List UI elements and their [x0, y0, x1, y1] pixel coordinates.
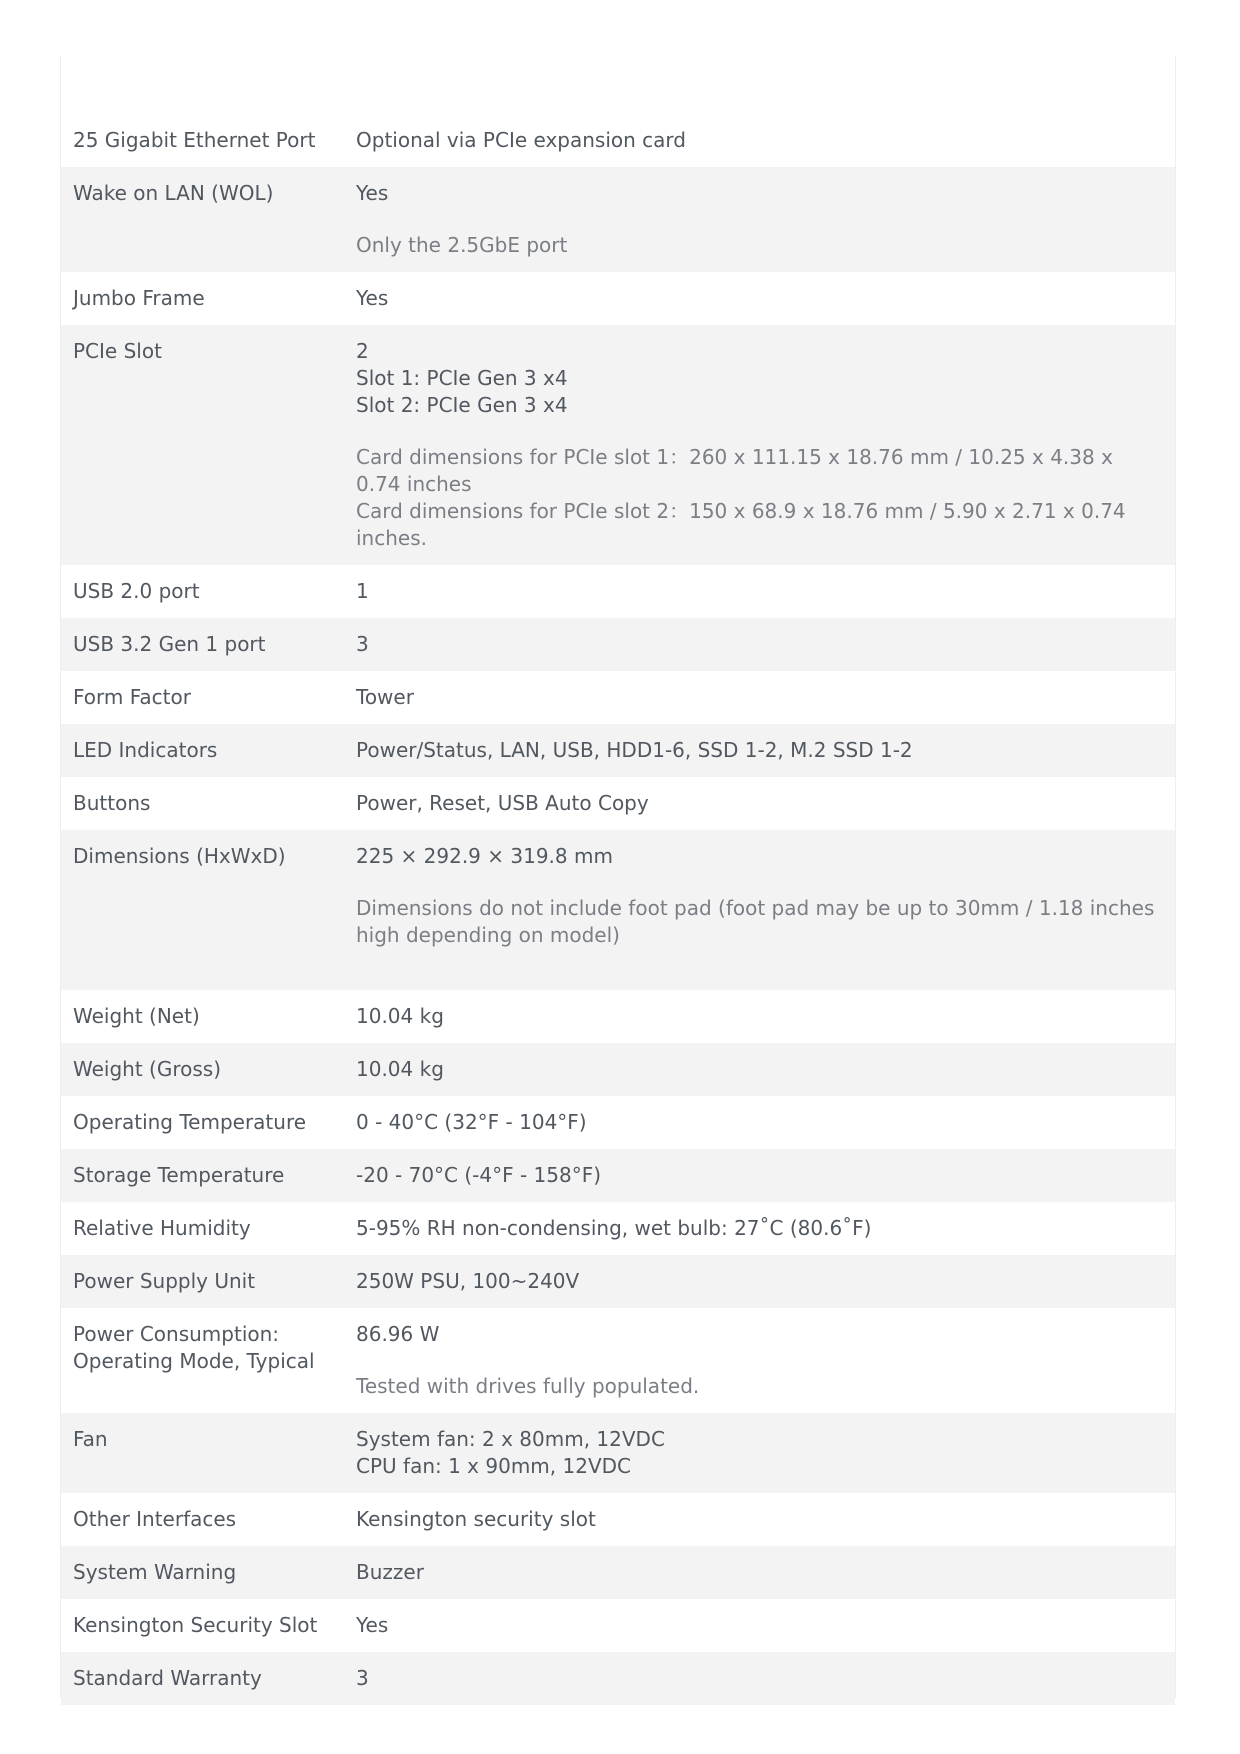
spec-row — [61, 1413, 1175, 1493]
spec-row — [61, 325, 1175, 565]
spec-label: Weight (Net) — [73, 1004, 200, 1028]
spec-value — [356, 127, 1175, 154]
spec-note-line: Card dimensions for PCIe slot 2：150 x 68.9 x 18.76 mm / 5.90 x 2.71 x 0.74 inches. — [356, 499, 1126, 550]
spec-row — [61, 167, 1175, 272]
spec-row — [61, 1149, 1175, 1202]
spec-row — [61, 1546, 1175, 1599]
spec-label: Power Supply Unit — [73, 1269, 256, 1293]
spec-value-line: Power, Reset, USB Auto Copy — [356, 791, 649, 815]
spec-note — [356, 1373, 1159, 1400]
spec-label: USB 2.0 port — [73, 579, 200, 603]
spec-row — [61, 1096, 1175, 1149]
spec-row — [61, 272, 1175, 325]
spec-label: Power Consumption: Operating Mode, Typical — [73, 1322, 315, 1373]
spec-note-line: Only the 2.5GbE port — [356, 233, 568, 257]
spec-value — [356, 1612, 1175, 1639]
spec-value — [356, 578, 1175, 605]
spec-value-line: CPU fan: 1 x 90mm, 12VDC — [356, 1454, 631, 1478]
spec-label: Relative Humidity — [73, 1216, 251, 1240]
spec-value-line: 5-95% RH non-condensing, wet bulb: 27˚C (80.6˚F) — [356, 1216, 872, 1240]
spec-value — [356, 1321, 1175, 1400]
spec-label: Standard Warranty — [73, 1666, 262, 1690]
spec-note-line: Card dimensions for PCIe slot 1：260 x 111.15 x 18.76 mm / 10.25 x 4.38 x 0.74 inches — [356, 445, 1113, 496]
spec-note — [356, 232, 1159, 259]
spec-value-line: 3 — [356, 1666, 369, 1690]
spec-value — [356, 1665, 1175, 1692]
spec-row — [61, 1652, 1175, 1705]
spec-label: Jumbo Frame — [73, 286, 205, 310]
spec-value-line: 0 - 40°C (32°F - 104°F) — [356, 1110, 587, 1134]
spec-value-line: Buzzer — [356, 1560, 424, 1584]
spec-value — [356, 338, 1175, 552]
spec-label: LED Indicators — [73, 738, 218, 762]
spec-label: Weight (Gross) — [73, 1057, 221, 1081]
spec-note — [356, 444, 1159, 552]
spec-value — [356, 631, 1175, 658]
spec-label: Storage Temperature — [73, 1163, 285, 1187]
spec-label: System Warning — [73, 1560, 237, 1584]
spec-label: Fan — [73, 1427, 108, 1451]
spec-row — [61, 565, 1175, 618]
spec-sheet — [60, 56, 1176, 1698]
spec-label: Wake on LAN (WOL) — [73, 181, 274, 205]
spec-value — [356, 1162, 1175, 1189]
spec-label: Operating Temperature — [73, 1110, 307, 1134]
spec-value-line: Tower — [356, 685, 414, 709]
spec-value — [356, 1506, 1175, 1533]
spec-value — [356, 843, 1175, 949]
spec-row — [61, 777, 1175, 830]
spec-label: 25 Gigabit Ethernet Port — [73, 128, 316, 152]
spec-value-line: 86.96 W — [356, 1322, 440, 1346]
spec-row — [61, 1043, 1175, 1096]
spec-value — [356, 285, 1175, 312]
spec-label: Dimensions (HxWxD) — [73, 844, 286, 868]
spec-value — [356, 180, 1175, 259]
spec-row — [61, 114, 1175, 167]
spec-value — [356, 1003, 1175, 1030]
spec-row — [61, 1599, 1175, 1652]
spec-value-line: 2 — [356, 339, 369, 363]
spec-value — [356, 1426, 1175, 1480]
spec-row — [61, 1255, 1175, 1308]
spec-value — [356, 737, 1175, 764]
spec-value-line: 10.04 kg — [356, 1004, 444, 1028]
spec-label: Kensington Security Slot — [73, 1613, 318, 1637]
spec-note — [356, 895, 1159, 949]
spec-row — [61, 1308, 1175, 1413]
spec-value-line: Yes — [356, 1613, 389, 1637]
spec-note-line: Tested with drives fully populated. — [356, 1374, 700, 1398]
spec-row — [61, 990, 1175, 1043]
spec-table — [61, 114, 1175, 1705]
spec-value — [356, 1215, 1175, 1242]
spec-value-line: Power/Status, LAN, USB, HDD1-6, SSD 1-2, M.2 SSD 1-2 — [356, 738, 913, 762]
spec-value — [356, 1056, 1175, 1083]
spec-value-line: 10.04 kg — [356, 1057, 444, 1081]
spec-row — [61, 830, 1175, 990]
spec-value — [356, 1559, 1175, 1586]
spec-value-line: Kensington security slot — [356, 1507, 596, 1531]
spec-value-line: Yes — [356, 286, 389, 310]
spec-value-line: -20 - 70°C (-4°F - 158°F) — [356, 1163, 602, 1187]
spec-row — [61, 1202, 1175, 1255]
spec-row — [61, 1493, 1175, 1546]
spec-value — [356, 1268, 1175, 1295]
spec-label: PCIe Slot — [73, 339, 162, 363]
spec-label: Other Interfaces — [73, 1507, 237, 1531]
spec-value-line: Optional via PCIe expansion card — [356, 128, 686, 152]
spec-value-line: System fan: 2 x 80mm, 12VDC — [356, 1427, 665, 1451]
spec-value — [356, 790, 1175, 817]
spec-note-line: Dimensions do not include foot pad (foot pad may be up to 30mm / 1.18 inches high depending on model) — [356, 896, 1155, 947]
spec-value-line: 1 — [356, 579, 369, 603]
spec-label: USB 3.2 Gen 1 port — [73, 632, 266, 656]
spec-value-line: Slot 1: PCIe Gen 3 x4 — [356, 366, 568, 390]
spec-value-line: Yes — [356, 181, 389, 205]
spec-value-line: Slot 2: PCIe Gen 3 x4 — [356, 393, 568, 417]
spec-value-line: 225 × 292.9 × 319.8 mm — [356, 844, 613, 868]
spec-value-line: 3 — [356, 632, 369, 656]
spec-label: Buttons — [73, 791, 151, 815]
spec-row — [61, 618, 1175, 671]
spec-row — [61, 671, 1175, 724]
spec-row — [61, 724, 1175, 777]
spec-value — [356, 684, 1175, 711]
spec-value — [356, 1109, 1175, 1136]
spec-label: Form Factor — [73, 685, 191, 709]
spec-value-line: 250W PSU, 100~240V — [356, 1269, 580, 1293]
